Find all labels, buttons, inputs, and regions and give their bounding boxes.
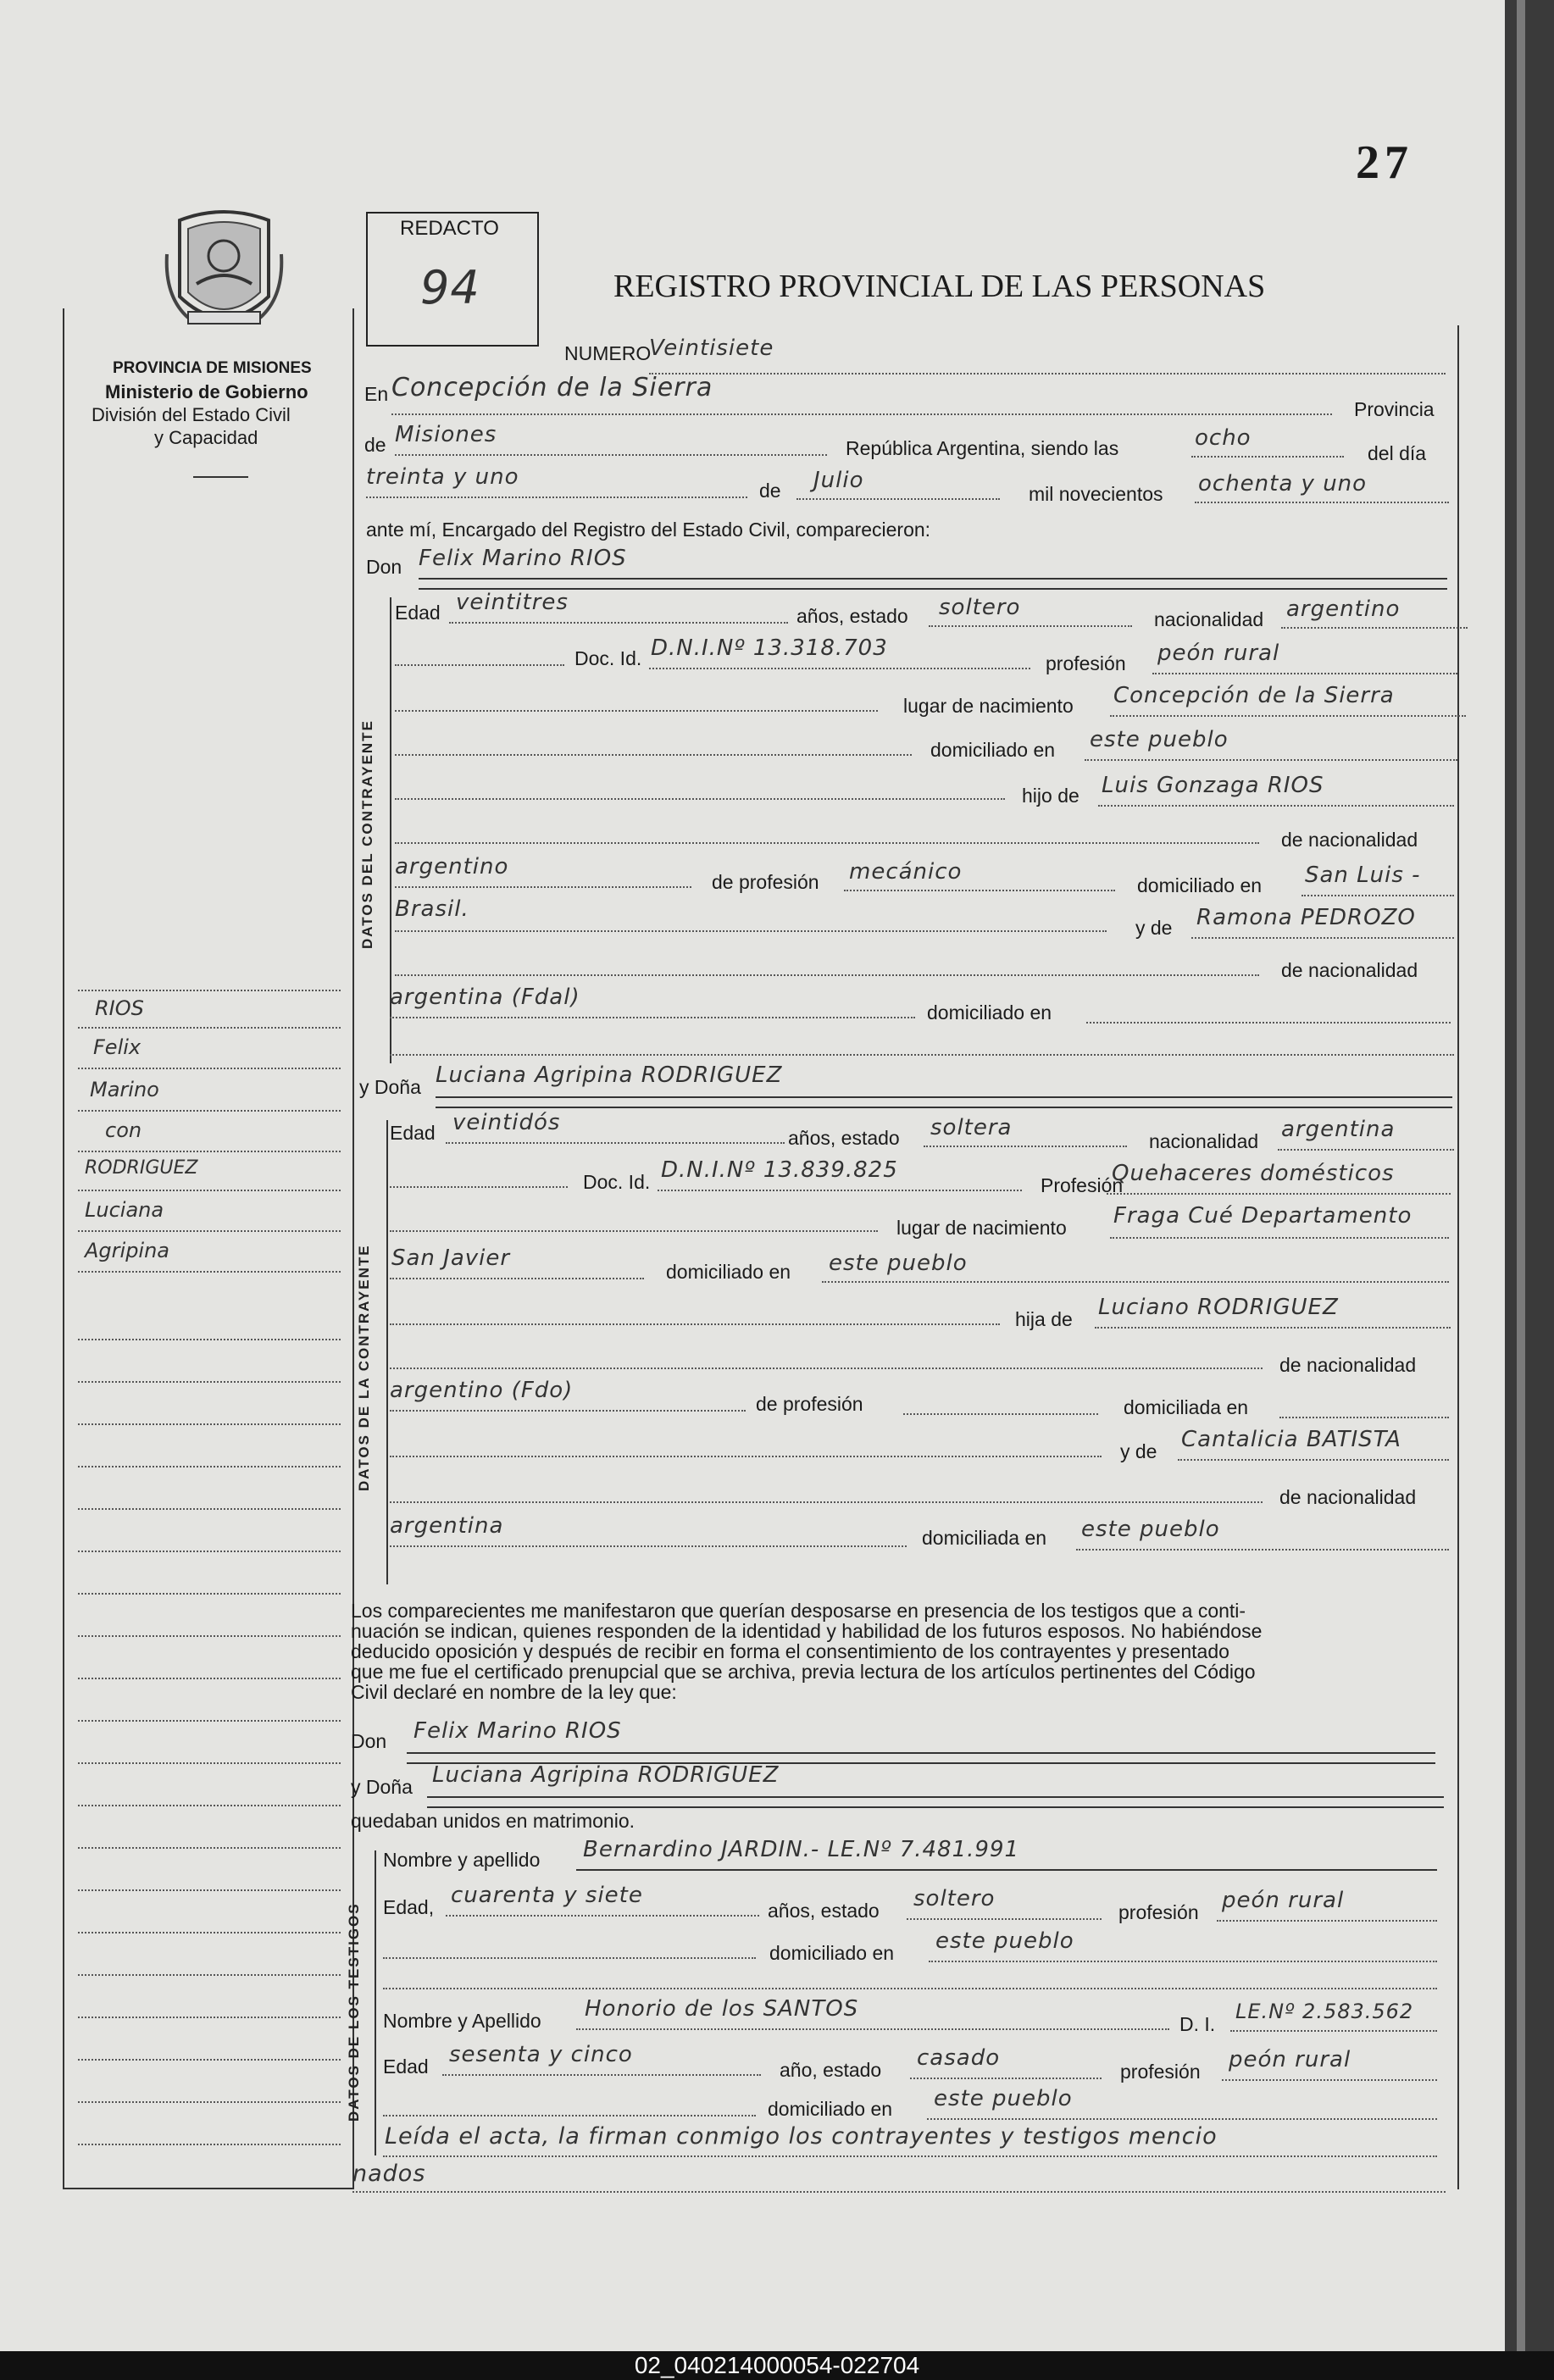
contrayente2-doc: D.N.I.Nº 13.839.825: [661, 1157, 898, 1183]
de-profesion-label: de profesión: [712, 871, 819, 893]
numero-label: NUMERO: [564, 342, 652, 364]
contrayente-doc: D.N.I.Nº 13.318.703: [651, 635, 888, 661]
comparecientes-line-2: nuación se indican, quienes responden de la identidad y habilidad de los futuros esposos. No habiéndose: [351, 1620, 1263, 1642]
page-number: 27: [1356, 136, 1413, 189]
testigo1-nombre: Bernardino JARDIN.- LE.Nº 7.481.991: [583, 1837, 1020, 1862]
testigo2-edad-label: Edad: [383, 2055, 429, 2078]
union-don-label: Don: [351, 1730, 387, 1752]
domiciliada-label-2: domiciliada en: [922, 1527, 1047, 1549]
acta-anio: ochenta y uno: [1198, 471, 1368, 497]
contrayente2-estado: soltera: [930, 1115, 1013, 1140]
acta-dia: treinta y uno: [366, 464, 519, 490]
nacionalidad-label-2: nacionalidad: [1149, 1130, 1259, 1152]
padre-domicilio: San Luis -: [1305, 863, 1421, 888]
lugar-nacimiento-label: lugar de nacimiento: [903, 695, 1074, 717]
hijo-de-label: hijo de: [1022, 785, 1079, 807]
madre-nacionalidad: argentina (Fdal): [390, 985, 580, 1010]
edad-label-2: Edad: [390, 1122, 436, 1144]
margin-apellido: RIOS: [95, 996, 144, 1020]
acta-hora: ocho: [1195, 425, 1252, 451]
madre-domiciliado-label: domiciliado en: [927, 1001, 1052, 1024]
ministry-label: Ministerio de Gobierno: [105, 381, 308, 402]
acta-lugar: Concepción de la Sierra: [391, 373, 713, 402]
testigo2-edad: sesenta y cinco: [449, 2042, 633, 2067]
testigo2-domicilio: este pueblo: [934, 2086, 1073, 2111]
comparecientes-line-4: que me fue el certificado prenupcial que se archiva, previa lectura de los artículos pertinentes del Código: [351, 1661, 1256, 1683]
padre-domicilio-2: Brasil.: [395, 896, 469, 922]
registry-title: REGISTRO PROVINCIAL DE LAS PERSONAS: [613, 269, 1266, 304]
padre-domiciliado-label: domiciliado en: [1137, 874, 1263, 896]
de-label: de: [364, 434, 386, 456]
republica-label: República Argentina, siendo las: [846, 437, 1119, 459]
testigo1-estado-label: años, estado: [768, 1900, 880, 1922]
madre2-nacionalidad: argentina: [390, 1513, 504, 1539]
contrayente-edad: veintitres: [456, 590, 569, 615]
madre-nombre: Ramona PEDROZO: [1196, 905, 1416, 930]
margin-apellido-2: RODRIGUEZ: [85, 1157, 198, 1179]
union-don: Felix Marino RIOS: [413, 1718, 622, 1744]
margin-nombre-4: Agripina: [85, 1239, 170, 1262]
cierre-line-1: Leída el acta, la firman conmigo los contrayentes y testigos mencio: [385, 2123, 1218, 2150]
de-nacionalidad-label: de nacionalidad: [1281, 829, 1418, 851]
margin-nombre-2: Marino: [90, 1078, 159, 1101]
en-label: En: [364, 383, 389, 405]
madre-de-nacionalidad-label: de nacionalidad: [1281, 959, 1418, 981]
testigo1-edad: cuarenta y siete: [451, 1883, 643, 1908]
madre2-domicilio: este pueblo: [1081, 1517, 1220, 1542]
nombre-apellido-label: Nombre y apellido: [383, 1849, 541, 1871]
comparecientes-line-1: Los comparecientes me manifestaron que querían desposarse en presencia de los testigos que a conti-: [351, 1600, 1246, 1622]
testigo2-domiciliado-label: domiciliado en: [768, 2098, 893, 2120]
datos-testigos-label: DATOS DE LOS TESTIGOS: [346, 1902, 362, 2122]
testigo2-estado: casado: [917, 2045, 1001, 2071]
de-profesion-label-2: de profesión: [756, 1393, 863, 1415]
acta-numero: Veintisiete: [649, 336, 774, 361]
doc-label-2: Doc. Id.: [583, 1171, 651, 1193]
provincia-label: Provincia: [1354, 398, 1435, 420]
de-nacionalidad-label-3: de nacionalidad: [1279, 1486, 1417, 1508]
testigo2-estado-label: año, estado: [780, 2059, 882, 2081]
contrayente-nombre: Felix Marino RIOS: [419, 546, 627, 571]
margin-con: con: [105, 1118, 142, 1142]
comparecientes-line-5: Civil declaré en nombre de la ley que:: [351, 1681, 677, 1703]
contrayente2-profesion: Quehaceres domésticos: [1112, 1161, 1395, 1186]
edad-label: Edad: [395, 602, 441, 624]
testigo2-profesion: peón rural: [1229, 2047, 1351, 2072]
testigo2-nombre: Honorio de los SANTOS: [585, 1996, 859, 2022]
contrayente-domicilio: este pueblo: [1090, 727, 1229, 752]
quedaban-text: quedaban unidos en matrimonio.: [351, 1810, 635, 1832]
comparecientes-line-3: deducido oposición y después de recibir en forma el consentimiento de los contrayentes y presentado: [351, 1640, 1229, 1662]
book-spine: [1505, 0, 1554, 2380]
redacto-label: REDACTO: [400, 217, 499, 240]
acta-provincia: Misiones: [395, 422, 497, 447]
del-dia-label: del día: [1368, 442, 1427, 464]
contrayente-estado: soltero: [939, 595, 1021, 620]
hija-de-label: hija de: [1015, 1308, 1073, 1330]
contrayente-lugar-nac: Concepción de la Sierra: [1113, 683, 1395, 708]
contrayente2-edad: veintidós: [452, 1110, 561, 1135]
datos-la-contrayente-label: DATOS DE LA CONTRAYENTE: [356, 1244, 372, 1491]
madre2-nombre: Cantalicia BATISTA: [1181, 1427, 1401, 1452]
testigo1-domicilio: este pueblo: [935, 1928, 1074, 1954]
contrayente2-nacionalidad: argentina: [1281, 1117, 1396, 1142]
contrayente2-domicilio: este pueblo: [829, 1251, 968, 1276]
division-label-2: y Capacidad: [154, 427, 258, 448]
provincial-seal-icon: [163, 203, 286, 339]
di-label: D. I.: [1179, 2013, 1216, 2035]
y-dona-label: y Doña: [359, 1076, 421, 1098]
province-label: PROVINCIA DE MISIONES: [113, 359, 312, 377]
redacto-number: 94: [420, 261, 480, 314]
padre2-nombre: Luciano RODRIGUEZ: [1098, 1295, 1339, 1320]
contrayente2-lugar-nac: Fraga Cué Departamento: [1113, 1203, 1412, 1229]
contrayente2-nombre: Luciana Agripina RODRIGUEZ: [436, 1062, 783, 1088]
y-de-label: y de: [1135, 917, 1173, 939]
domiciliada-label: domiciliada en: [1124, 1396, 1249, 1418]
testigo2-di: LE.Nº 2.583.562: [1235, 2000, 1414, 2023]
profesion-label-2: Profesión: [1041, 1174, 1124, 1196]
contrayente2-lugar-nac-2: San Javier: [391, 1245, 511, 1271]
padre-nacionalidad: argentino: [395, 854, 509, 879]
padre-nombre: Luis Gonzaga RIOS: [1102, 773, 1324, 798]
padre2-nacionalidad: argentino (Fdo): [390, 1378, 574, 1403]
lugar-nacimiento-label-2: lugar de nacimiento: [896, 1217, 1067, 1239]
domiciliado-label-2: domiciliado en: [666, 1261, 791, 1283]
doc-label: Doc. Id.: [574, 647, 642, 669]
profesion-label: profesión: [1046, 652, 1126, 674]
de-mes-label: de: [759, 480, 781, 502]
testigo2-profesion-label: profesión: [1120, 2061, 1201, 2083]
redacto-box: [366, 212, 539, 347]
acta-mes: Julio: [813, 468, 864, 493]
union-dona: Luciana Agripina RODRIGUEZ: [432, 1762, 780, 1788]
de-nacionalidad-label-2: de nacionalidad: [1279, 1354, 1417, 1376]
margin-nombre-3: Luciana: [85, 1198, 164, 1222]
nombre-apellido-label-2: Nombre y Apellido: [383, 2010, 541, 2032]
y-de-label-2: y de: [1120, 1440, 1157, 1462]
contrayente-profesion: peón rural: [1157, 641, 1280, 666]
testigo1-profesion: peón rural: [1222, 1888, 1345, 1913]
scan-id-footer: 02_040214000054-022704: [0, 2351, 1554, 2380]
ante-text: ante mí, Encargado del Registro del Estado Civil, comparecieron:: [366, 519, 931, 541]
contrayente-nacionalidad: argentino: [1286, 596, 1401, 622]
anos-estado-label: años, estado: [796, 605, 908, 627]
padre-profesion: mecánico: [849, 859, 963, 885]
don-label: Don: [366, 556, 402, 578]
nacionalidad-label: nacionalidad: [1154, 608, 1264, 630]
cierre-line-2: nados: [352, 2161, 426, 2187]
testigo1-edad-label: Edad,: [383, 1896, 435, 1918]
mil-label: mil novecientos: [1029, 483, 1163, 505]
testigo1-profesion-label: profesión: [1118, 1901, 1199, 1923]
division-label: División del Estado Civil: [92, 404, 291, 425]
union-dona-label: y Doña: [351, 1776, 413, 1798]
anos-estado-label-2: años, estado: [788, 1127, 900, 1149]
datos-contrayente-label: DATOS DEL CONTRAYENTE: [359, 719, 375, 949]
testigo1-estado: soltero: [913, 1886, 996, 1911]
domiciliado-label: domiciliado en: [930, 739, 1056, 761]
testigo1-domiciliado-label: domiciliado en: [769, 1942, 895, 1964]
margin-nombre-1: Felix: [93, 1035, 142, 1059]
